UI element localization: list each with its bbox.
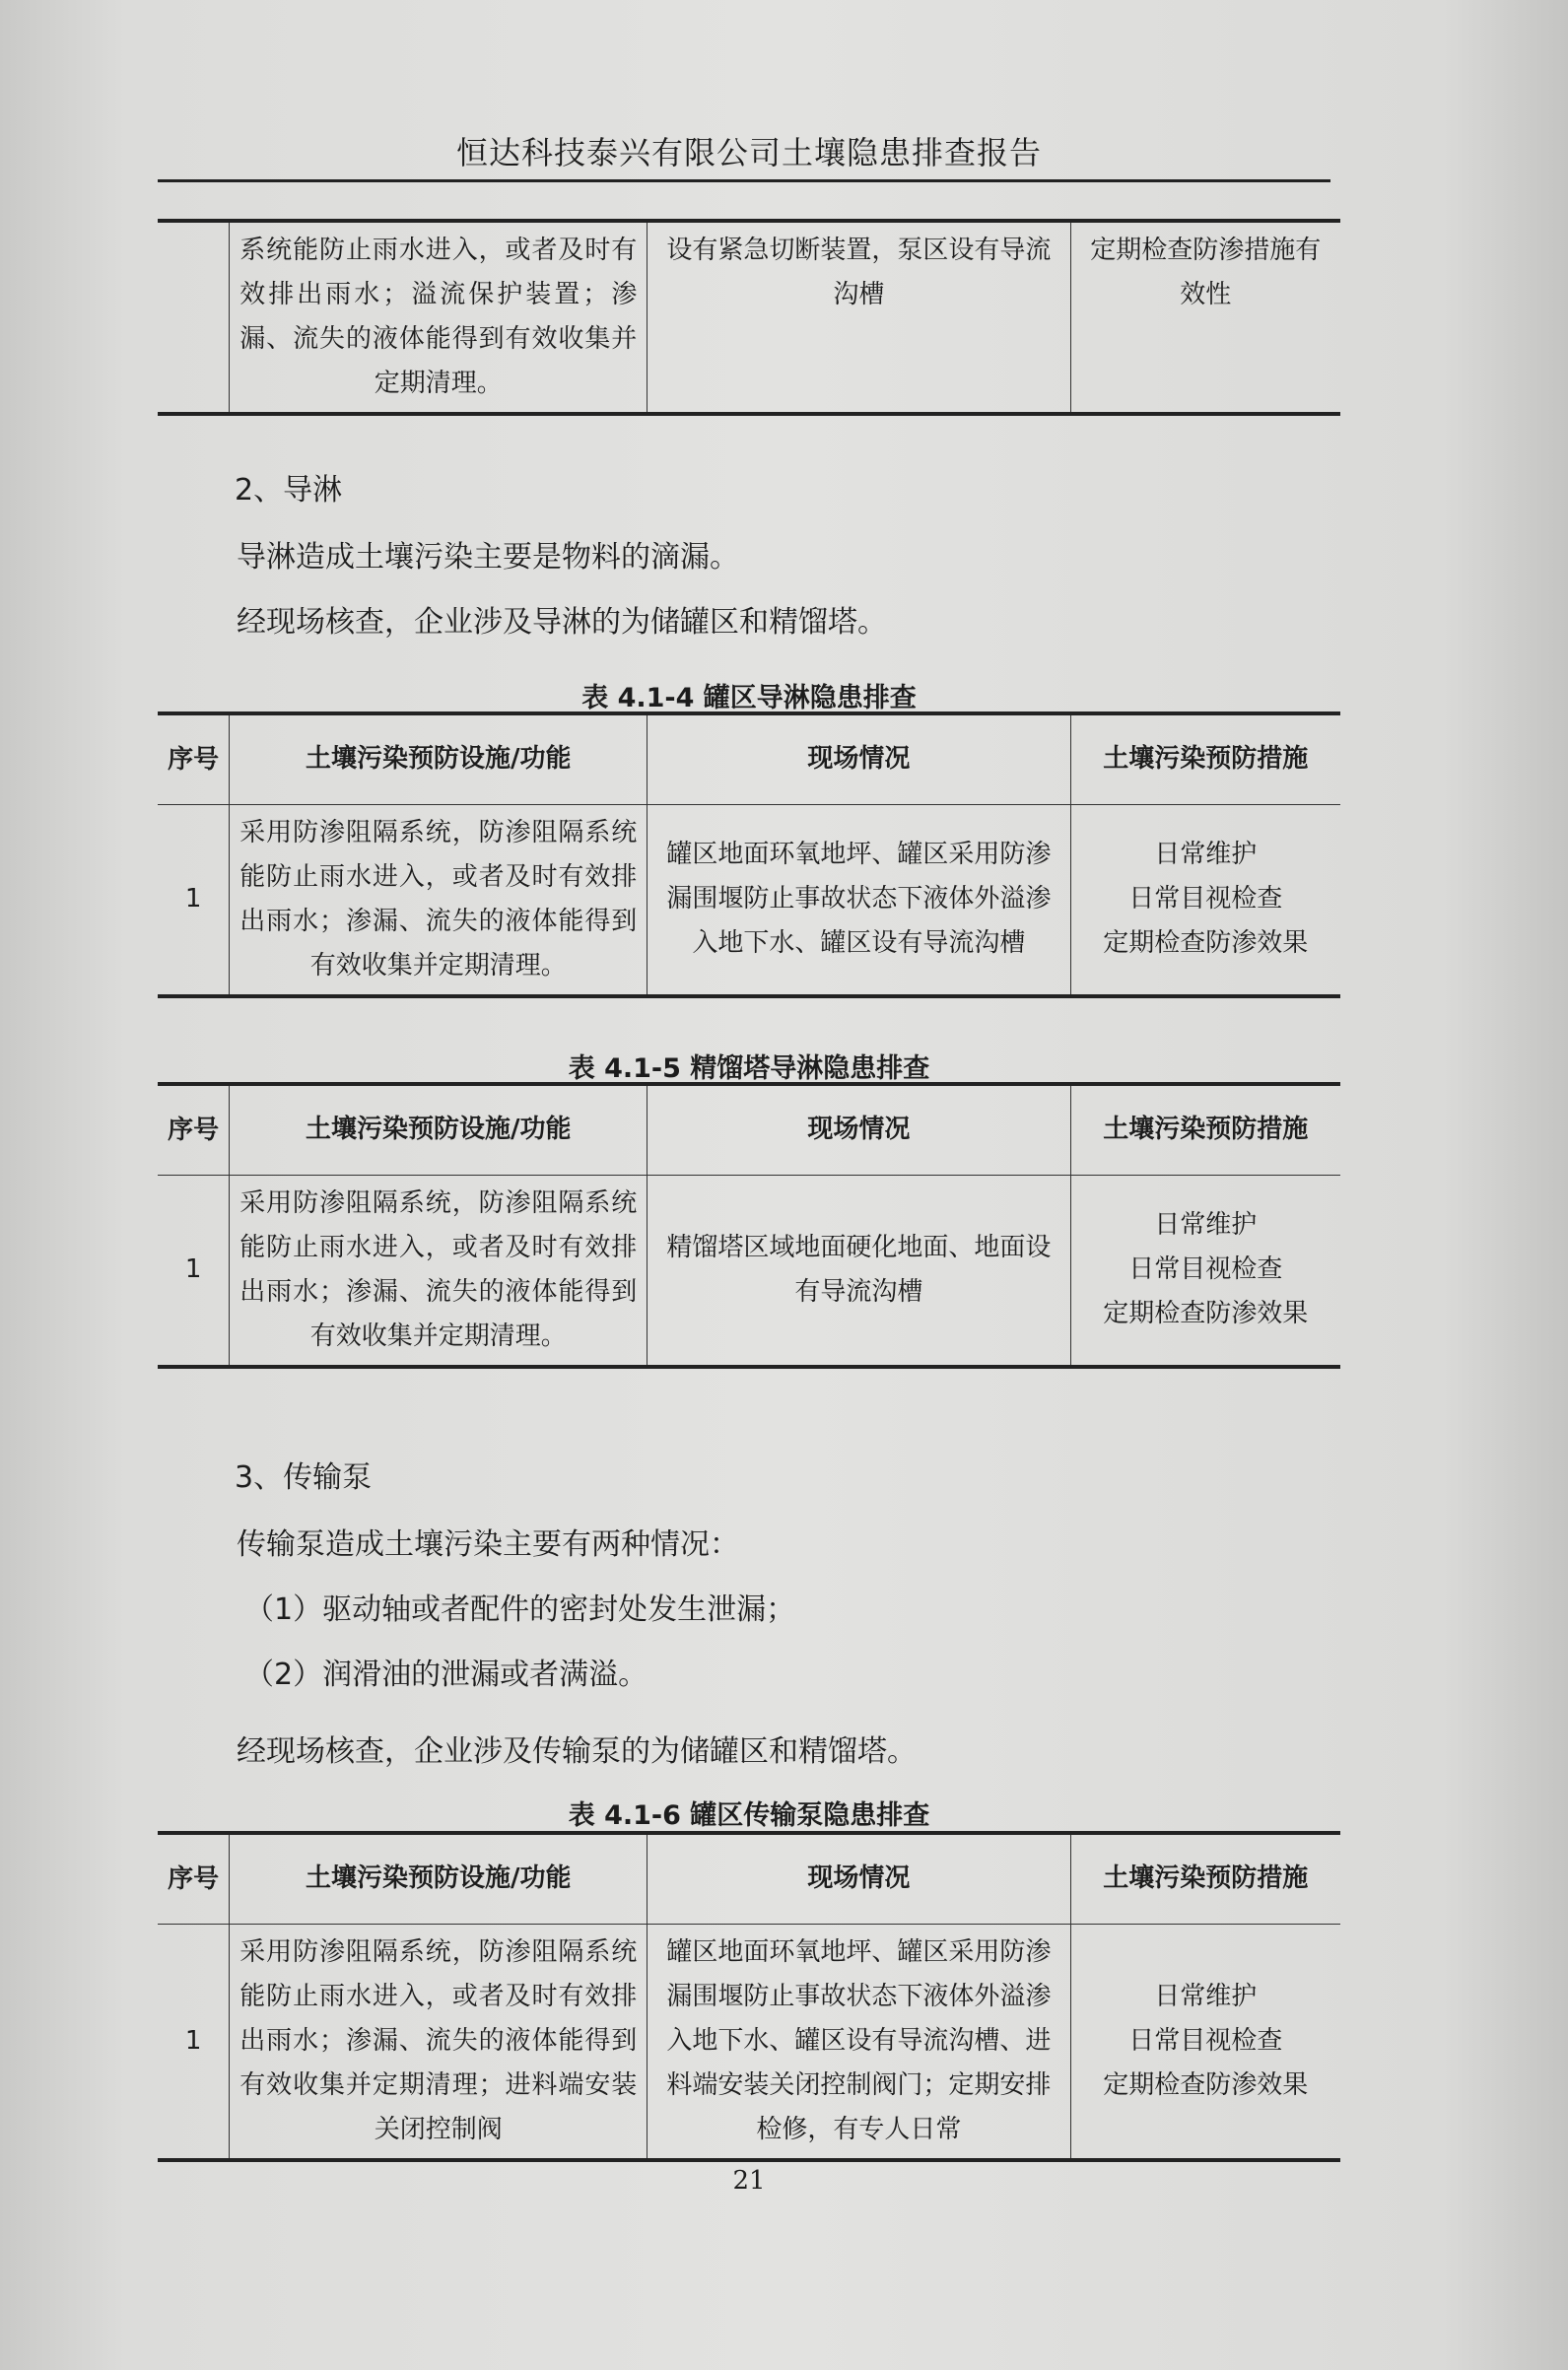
- cell-facility: 采用防渗阻隔系统，防渗阻隔系统能防止雨水进入，或者及时有效排出雨水；渗漏、流失的液体能得到有效收集并定期清理；进料端安装关闭控制阀: [230, 1924, 648, 2160]
- cell-situation: 罐区地面环氧地坪、罐区采用防渗漏围堰防止事故状态下液体外溢渗入地下水、罐区设有导流沟槽、进料端安装关闭控制阀门；定期安排检修，有专人日常: [648, 1924, 1070, 2160]
- table-header-row: [158, 713, 1340, 804]
- header-num: 序号: [158, 1833, 230, 1924]
- measure-item: 日常维护: [1154, 1210, 1258, 1240]
- cell-measures: 定期检查防渗措施有效性: [1070, 221, 1340, 414]
- section-3-para-2: 经现场核查，企业涉及传输泵的为储罐区和精馏塔。: [237, 1734, 917, 1769]
- measure-item: 定期检查防渗效果: [1103, 928, 1309, 958]
- table-4-1-6: [158, 1831, 1340, 2162]
- section-2-para-2: 经现场核查，企业涉及导淋的为储罐区和精馏塔。: [237, 605, 887, 640]
- table-header-row: [158, 1833, 1340, 1924]
- table-4-1-4-caption: 表 4.1-4 罐区导淋隐患排查: [581, 683, 917, 713]
- table-row: [158, 804, 1340, 996]
- measure-item: 定期检查防渗效果: [1103, 2069, 1309, 2100]
- section-3-item-2: （2）润滑油的泄漏或者满溢。: [244, 1658, 648, 1692]
- table-4-1-4: [158, 711, 1340, 998]
- measure-item: 日常目视检查: [1128, 2025, 1283, 2056]
- header-situation: 现场情况: [648, 1084, 1070, 1175]
- page-header-title: 恒达科技泰兴有限公司土壤隐患排查报告: [455, 134, 1042, 171]
- header-facility: 土壤污染预防设施/功能: [230, 1084, 648, 1175]
- cell-num: 1: [158, 1924, 230, 2160]
- section-2-para-1: 导淋造成土壤污染主要是物料的滴漏。: [237, 540, 739, 575]
- section-3-item-1: （1）驱动轴或者配件的密封处发生泄漏；: [244, 1592, 796, 1627]
- continued-table: [158, 219, 1340, 416]
- cell-num: [158, 221, 230, 414]
- header-facility: 土壤污染预防设施/功能: [230, 713, 648, 804]
- section-2-heading: 2、导淋: [235, 473, 343, 508]
- header-situation: 现场情况: [648, 1833, 1070, 1924]
- section-3-para-1: 传输泵造成土壤污染主要有两种情况：: [237, 1527, 739, 1562]
- header-measures: 土壤污染预防措施: [1070, 713, 1340, 804]
- cell-measures: [1070, 1175, 1340, 1367]
- table-row: [158, 1175, 1340, 1367]
- cell-situation: 设有紧急切断装置，泵区设有导流沟槽: [648, 221, 1070, 414]
- cell-measures: [1070, 1924, 1340, 2160]
- table-header-row: [158, 1084, 1340, 1175]
- header-situation: 现场情况: [648, 713, 1070, 804]
- cell-measures: [1070, 804, 1340, 996]
- measure-item: 日常目视检查: [1128, 1254, 1283, 1284]
- header-measures: 土壤污染预防措施: [1070, 1084, 1340, 1175]
- cell-situation: 精馏塔区域地面硬化地面、地面设有导流沟槽: [648, 1175, 1070, 1367]
- cell-situation: 罐区地面环氧地坪、罐区采用防渗漏围堰防止事故状态下液体外溢渗入地下水、罐区设有导流沟槽: [648, 804, 1070, 996]
- page-number: 21: [732, 2166, 766, 2196]
- section-3-heading: 3、传输泵: [235, 1460, 373, 1495]
- measure-item: 日常维护: [1154, 840, 1258, 869]
- table-4-1-5: [158, 1082, 1340, 1369]
- table-4-1-5-caption: 表 4.1-5 精馏塔导淋隐患排查: [568, 1053, 930, 1084]
- header-measures: 土壤污染预防措施: [1070, 1833, 1340, 1924]
- header-num: 序号: [158, 713, 230, 804]
- table-row: [158, 1924, 1340, 2160]
- cell-num: 1: [158, 1175, 230, 1367]
- table-4-1-6-caption: 表 4.1-6 罐区传输泵隐患排查: [568, 1800, 930, 1831]
- cell-num: 1: [158, 804, 230, 996]
- measure-item: 日常目视检查: [1128, 884, 1283, 914]
- cell-facility: 采用防渗阻隔系统，防渗阻隔系统能防止雨水进入，或者及时有效排出雨水；渗漏、流失的液体能得到有效收集并定期清理。: [230, 1175, 648, 1367]
- table-row: [158, 221, 1340, 414]
- header-num: 序号: [158, 1084, 230, 1175]
- cell-facility: 系统能防止雨水进入，或者及时有效排出雨水；溢流保护装置；渗漏、流失的液体能得到有效收集并定期清理。: [230, 221, 648, 414]
- header-rule: [158, 179, 1330, 182]
- measure-item: 定期检查防渗效果: [1103, 1299, 1309, 1328]
- cell-facility: 采用防渗阻隔系统，防渗阻隔系统能防止雨水进入，或者及时有效排出雨水；渗漏、流失的液体能得到有效收集并定期清理。: [230, 804, 648, 996]
- measure-item: 日常维护: [1154, 1981, 1258, 2011]
- header-facility: 土壤污染预防设施/功能: [230, 1833, 648, 1924]
